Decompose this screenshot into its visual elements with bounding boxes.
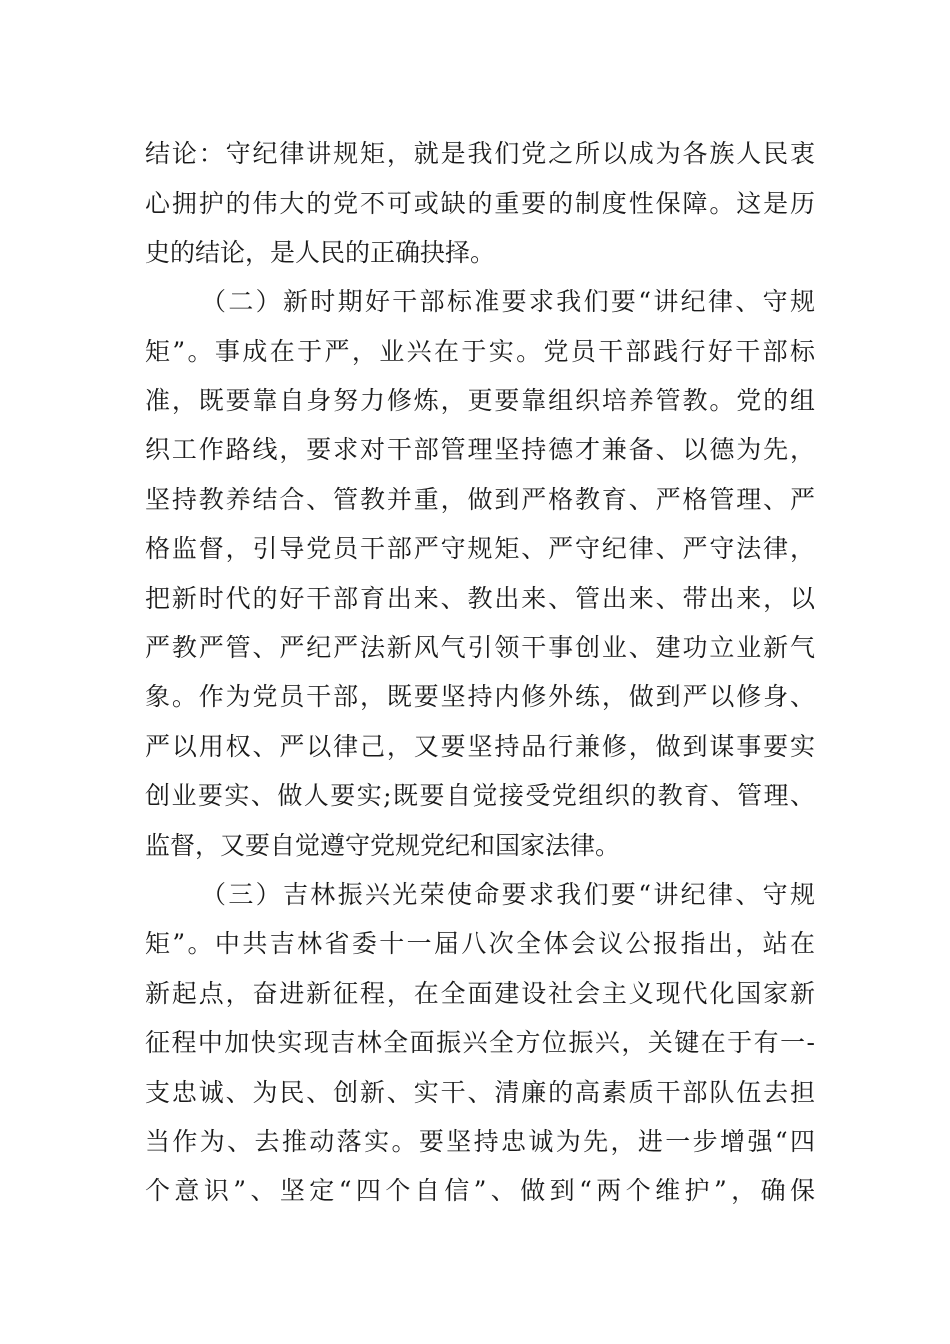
text-line: 织工作路线，要求对干部管理坚持德才兼备、以德为先， <box>145 435 815 464</box>
text-line: 坚持教养结合、管教并重，做到严格教育、严格管理、严 <box>145 485 815 514</box>
paragraph-heading-3: （三）吉林振兴光荣使命要求我们要“讲纪律、守规 <box>201 880 815 909</box>
text-line: 史的结论，是人民的正确抉择。 <box>145 238 496 267</box>
text-line: 格监督，引导党员干部严守规矩、严守纪律、严守法律， <box>145 534 815 563</box>
text-line: 当作为、去推动落实。要坚持忠诚为先，进一步增强“四 <box>145 1127 815 1156</box>
text-line: 矩”。事成在于严，业兴在于实。党员干部践行好干部标 <box>145 337 815 366</box>
text-line: 矩”。中共吉林省委十一届八次全体会议公报指出，站在 <box>145 929 815 958</box>
text-line: 把新时代的好干部育出来、教出来、管出来、带出来，以 <box>145 584 815 613</box>
text-line: 支忠诚、为民、创新、实干、清廉的高素质干部队伍去担 <box>145 1078 815 1107</box>
text-line: 新起点，奋进新征程，在全面建设社会主义现代化国家新 <box>145 979 815 1008</box>
paragraph-heading-2: （二）新时期好干部标准要求我们要“讲纪律、守规 <box>201 287 815 316</box>
text-line: 象。作为党员干部，既要坚持内修外练，做到严以修身、 <box>145 682 815 711</box>
text-line: 创业要实、做人要实;既要自觉接受党组织的教育、管理、 <box>145 781 815 810</box>
text-line: 监督，又要自觉遵守党规党纪和国家法律。 <box>145 831 621 860</box>
text-line: 准，既要靠自身努力修炼，更要靠组织培养管教。党的组 <box>145 386 815 415</box>
text-line: 心拥护的伟大的党不可或缺的重要的制度性保障。这是历 <box>145 189 815 218</box>
text-line: 个意识”、坚定“四个自信”、做到“两个维护”，确保 <box>145 1176 815 1205</box>
text-line: 结论：守纪律讲规矩，就是我们党之所以成为各族人民衷 <box>145 139 815 168</box>
text-line: 严教严管、严纪严法新风气引领干事创业、建功立业新气 <box>145 633 815 662</box>
text-line: 严以用权、严以律己，又要坚持品行兼修，做到谋事要实 <box>145 732 815 761</box>
text-line: 征程中加快实现吉林全面振兴全方位振兴，关键在于有一- <box>145 1028 815 1057</box>
